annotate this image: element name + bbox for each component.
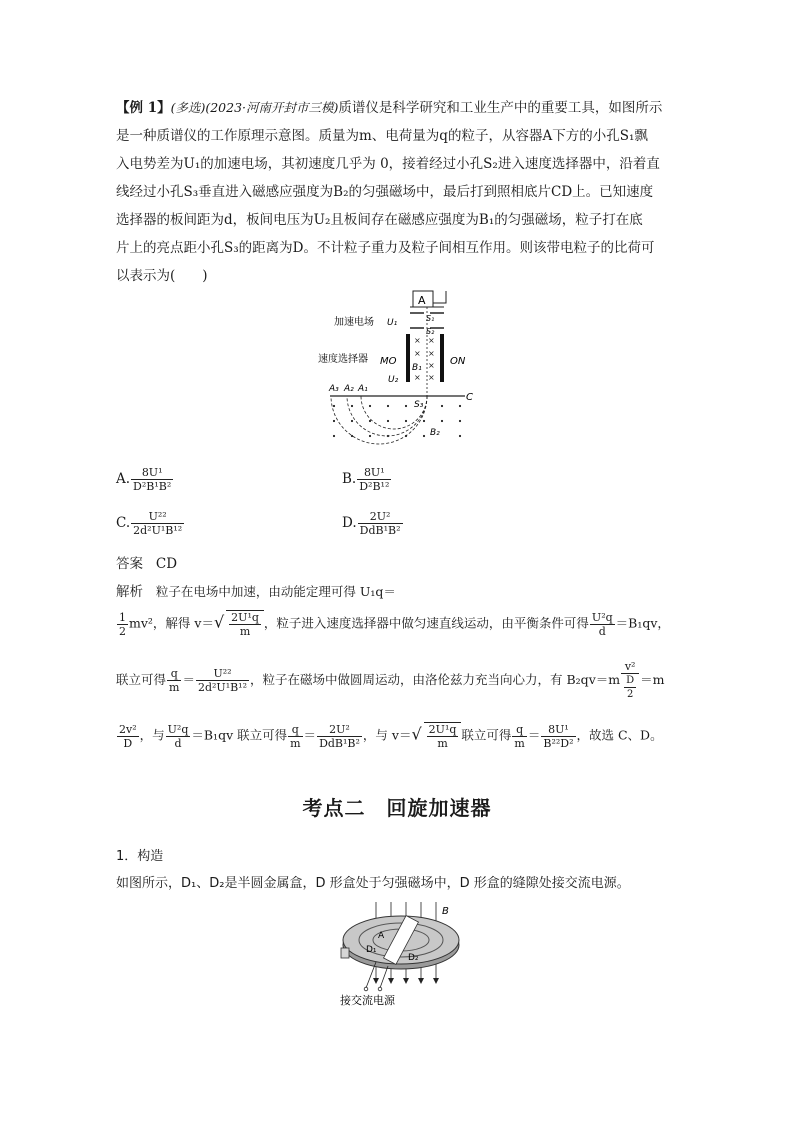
cyclotron-figure <box>336 900 476 1008</box>
analysis-line-4-a: ，与 <box>139 727 165 743</box>
example-line-6: 片上的亮点距小孔S₃的距离为D。不计粒子重力及粒子间相互作用。则该带电粒子的比荷可 <box>116 240 655 256</box>
example-line-4: 线经过小孔S₃垂直进入磁感应强度为B₂的匀强磁场中，最后打到照相底片CD上。已知速度 <box>116 184 654 200</box>
analysis-line-2: $\frac{1}{2}$ mv²，解得 v＝√ $\frac{\text{2U¹q}}{m}$ ，粒子进入速度选择器中做匀速直线运动，由平衡条件可得 $\frac{\text{U²q}}{d}$ ＝B₁qv， <box>119 610 670 638</box>
option-a-denominator: D²B¹B² <box>133 480 172 493</box>
example-line-1 <box>116 96 662 116</box>
option-d-letter: D. <box>342 515 357 531</box>
sqrt2-numerator: 2U¹q <box>428 723 457 736</box>
svg-text:×: × <box>428 373 435 382</box>
svg-text:×: × <box>428 336 435 345</box>
equals-sign: ＝ <box>182 672 195 687</box>
analysis-text-1: 粒子在电场中加速，由动能定理可得 U₁q＝ <box>155 584 396 599</box>
b1-label: B₁ <box>412 363 422 373</box>
s3-label: S₃ <box>414 400 424 410</box>
option-b-numerator: 8U¹ <box>357 466 391 480</box>
answer-label: 答案 <box>116 556 143 572</box>
svg-text:×: × <box>414 336 421 345</box>
svg-text:×: × <box>414 373 421 382</box>
result-e-numerator: 8U¹ <box>541 723 575 737</box>
analysis-line-2-a: mv²，解得 v＝ <box>129 615 214 631</box>
section-heading: 考点二 回旋加速器 <box>302 796 492 820</box>
analysis-line-3-c: ＝m <box>640 672 665 687</box>
container-label: A <box>418 294 426 307</box>
option-b-denominator: D²B¹² <box>359 480 390 493</box>
construct-text: 如图所示，D₁、D₂是半圆金属盒，D 形盒处于匀强磁场中，D 形盒的缝隙处接交流电源。 <box>116 876 630 891</box>
option-a-numerator: 8U¹ <box>131 466 173 480</box>
accel-field-label: 加速电场 <box>334 317 374 328</box>
option-d <box>342 510 404 537</box>
svg-text:×: × <box>414 349 421 358</box>
sqrt-numerator: 2U¹q <box>231 611 259 624</box>
construct-heading: 1．构造 <box>116 849 164 864</box>
analysis-line-4-b: ＝B₁qv 联立可得 <box>191 727 288 743</box>
2v2-numerator: 2v² <box>119 722 137 736</box>
qm-numerator: q <box>167 667 181 681</box>
on-label: ON <box>450 356 466 367</box>
sqrt-denominator: m <box>239 625 251 638</box>
svg-text:×: × <box>428 349 435 358</box>
b2-label: B₂ <box>430 428 440 438</box>
option-a <box>116 466 174 493</box>
option-c-letter: C. <box>116 515 131 531</box>
u2q-numerator: U²q <box>167 722 189 736</box>
option-d-denominator: DdB¹B² <box>359 524 401 537</box>
qm2-numerator: q <box>288 723 302 737</box>
option-c-numerator: U²² <box>131 510 184 524</box>
qm3-denominator: m <box>514 736 525 750</box>
option-c-denominator: 2d²U¹B¹² <box>133 524 183 537</box>
answer-value: CD <box>155 556 178 572</box>
equals-sign-3: ＝ <box>527 727 541 743</box>
analysis-line-3-a: 联立可得 <box>116 672 167 687</box>
balance-numerator: U²q <box>591 610 613 624</box>
a3-label: A₃ <box>329 384 339 394</box>
two-under: 2 <box>626 689 634 700</box>
analysis-label: 解析 <box>116 584 143 600</box>
a1-label: A₁ <box>358 384 368 394</box>
example-line-3: 入电势差为U₁的加速电场，其初速度几乎为 0，接着经过小孔S₂进入速度选择器中，沿着直 <box>116 156 660 172</box>
s2-label: S₂ <box>426 327 435 336</box>
2v2-denominator: D <box>123 736 133 750</box>
example-source: (多选)(2023·河南开封市三模) <box>170 100 339 115</box>
D-over: D <box>626 675 635 686</box>
selector-label: 速度选择器 <box>318 354 368 365</box>
analysis-line-1 <box>116 580 396 600</box>
option-a-letter: A. <box>116 471 131 487</box>
result-c-denominator: 2d²U¹B¹² <box>197 681 248 694</box>
half-denominator: 2 <box>119 624 126 638</box>
b-field-label: B <box>442 906 449 917</box>
center-a-label: A <box>378 931 385 941</box>
equals-sign-2: ＝ <box>303 727 317 743</box>
c-label: C <box>466 392 473 403</box>
analysis-line-3-b: ，粒子在磁场中做圆周运动，由洛伦兹力充当向心力，有 B₂qv＝m <box>250 672 621 687</box>
svg-text:×: × <box>428 361 435 370</box>
sqrt2-denominator: m <box>437 737 448 750</box>
example-tag: 【例 1】 <box>116 100 171 116</box>
result-d-numerator: 2U² <box>317 723 362 737</box>
mo-label: MO <box>380 356 397 367</box>
example-line-5: 选择器的板间距为d，板间电压为U₂且板间存在磁感应强度为B₁的匀强磁场，粒子打在底 <box>116 212 643 228</box>
s1-label: S₁ <box>426 314 435 323</box>
answer-line <box>116 552 177 572</box>
option-b <box>342 466 392 493</box>
qm2-denominator: m <box>290 736 301 750</box>
d1-label: D₁ <box>366 945 377 955</box>
qm-denominator: m <box>169 681 180 694</box>
option-d-numerator: 2U² <box>358 510 403 524</box>
a2-label: A₂ <box>344 384 354 394</box>
balance-denominator: d <box>598 624 606 638</box>
u2q-denominator: d <box>174 736 182 750</box>
result-e-denominator: B²²D² <box>543 736 574 750</box>
example-line-1-text: 质谱仪是科学研究和工业生产中的重要工具，如图所示 <box>338 100 663 116</box>
ac-power-label: 接交流电源 <box>340 994 395 1007</box>
analysis-line-4-e: ，故选 C、D。 <box>576 727 663 743</box>
mass-spectrometer-figure <box>300 288 500 446</box>
option-c <box>116 510 185 537</box>
analysis-line-4-d: 联立可得 <box>461 727 512 743</box>
example-line-2: 是一种质谱仪的工作原理示意图。质量为m、电荷量为q的粒子，从容器A下方的小孔S₁飘 <box>116 128 648 144</box>
analysis-line-3 <box>116 660 665 701</box>
result-d-denominator: DdB¹B² <box>319 736 360 750</box>
d2-label: D₂ <box>408 953 419 963</box>
result-c-numerator: U²² <box>196 667 249 681</box>
analysis-line-4-c: ，与 v＝ <box>362 727 412 743</box>
u1-label: U₁ <box>387 318 398 328</box>
analysis-line-2-b: ，粒子进入速度选择器中做匀速直线运动，由平衡条件可得 <box>263 615 589 631</box>
example-line-7: 以表示为( ) <box>116 268 208 284</box>
analysis-line-4: $\frac{\text{2v²}}{D}$ ，与 $\frac{\text{U²q}}{d}$ ＝B₁qv 联立可得 $\frac{q}{m}$ ＝ $\frac{\text{2U²}}{\text{DdB¹B²}}$ ，与 v＝√ $\frac{\text{2U¹q}}{m}$ 联立可得 $\frac{q}{m}$ ＝ $\frac{\text{8U¹}}{\text{B²²D²}}$ ，故选 C、D。 <box>119 722 663 750</box>
half-numerator: 1 <box>119 610 126 624</box>
v2-numerator: v² <box>621 660 639 674</box>
qm3-numerator: q <box>512 723 526 737</box>
option-b-letter: B. <box>342 471 357 487</box>
analysis-line-2-c: ＝B₁qv， <box>615 615 670 631</box>
u2-label: U₂ <box>388 375 399 385</box>
